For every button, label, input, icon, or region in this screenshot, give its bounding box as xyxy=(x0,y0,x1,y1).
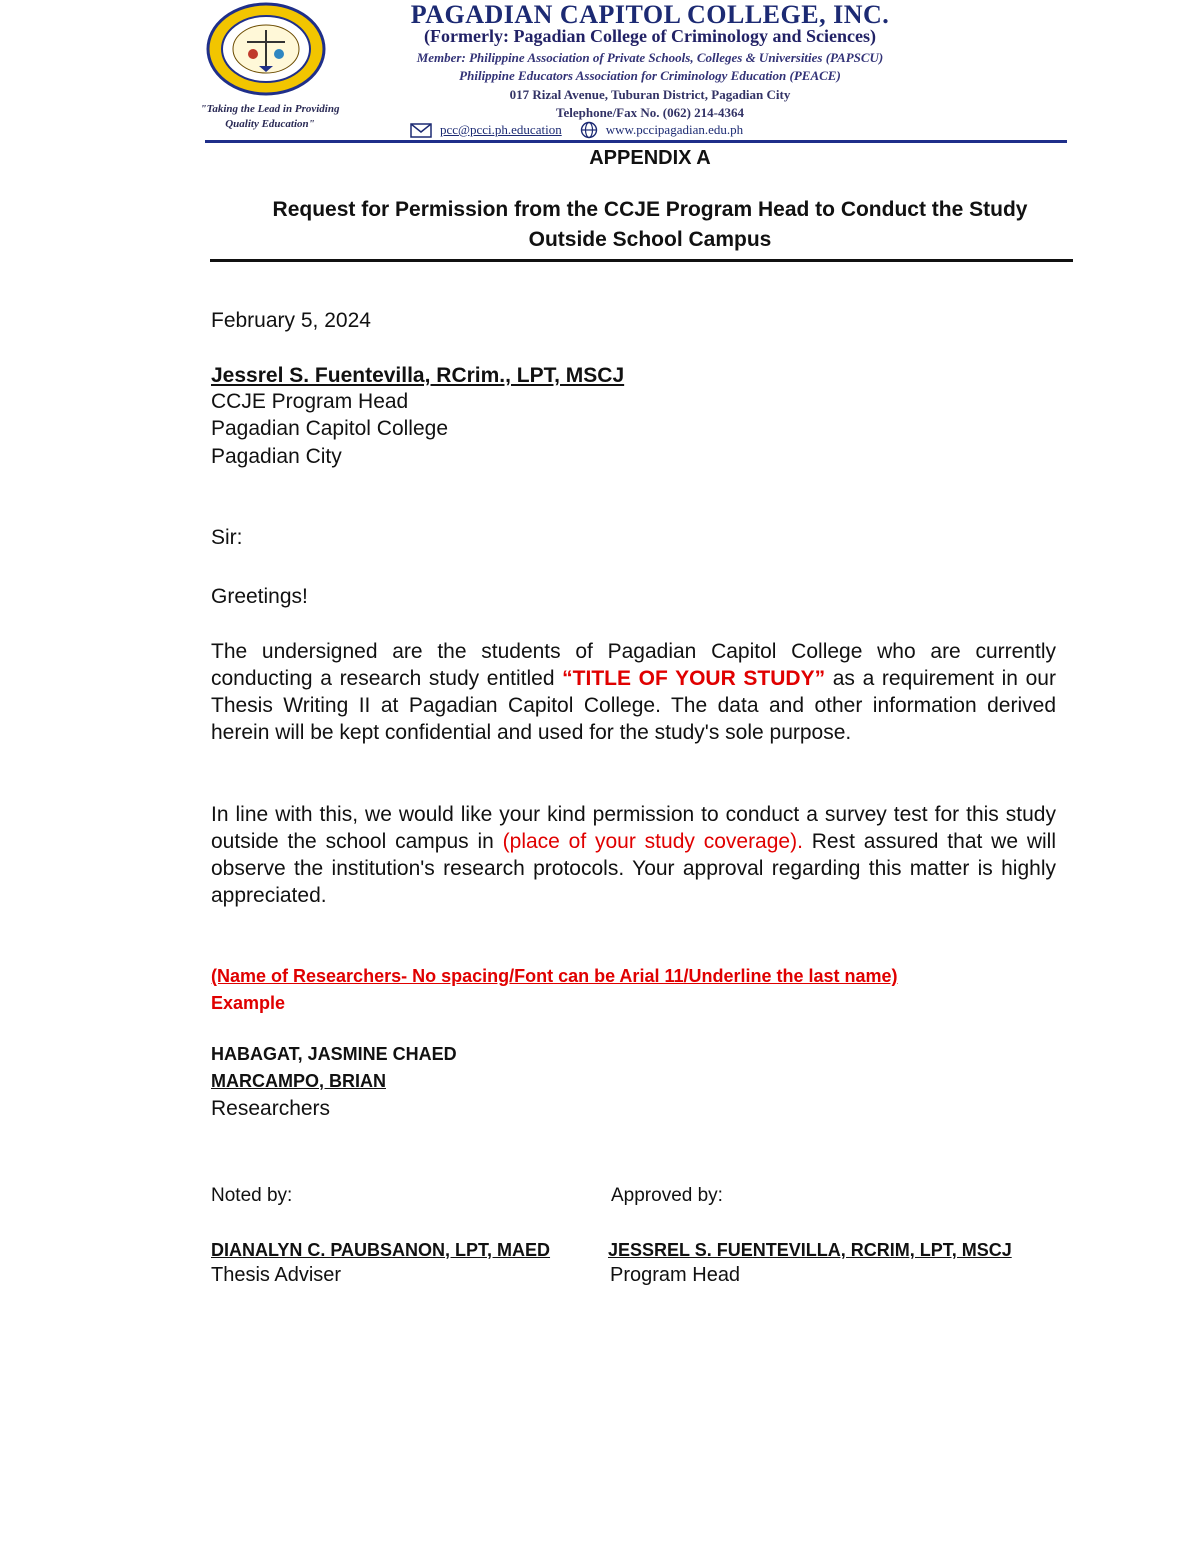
noted-by-label: Noted by: xyxy=(211,1185,293,1206)
approved-by-role: Program Head xyxy=(610,1264,741,1286)
letter-date: February 5, 2024 xyxy=(211,309,371,332)
envelope-icon xyxy=(410,123,432,138)
appendix-label: APPENDIX A xyxy=(589,147,711,169)
body-paragraph-1 xyxy=(211,638,1056,746)
researchers-instruction: (Name of Researchers- No spacing/Font can be Arial 11/Underline the last name) xyxy=(211,966,898,986)
approved-by-label: Approved by: xyxy=(611,1185,723,1206)
contact-line xyxy=(410,121,743,139)
paragraph-2-text-start: In line with this, we would like your kind permission to conduct a survey test for this study outside the school campus in xyxy=(211,803,1056,853)
paragraph-2-text-end: Rest assured that we will observe the institution's research protocols. Your approval regarding this matter is highly appreciated. xyxy=(211,830,1056,907)
document-title-line-1: Request for Permission from the CCJE Program Head to Conduct the Study xyxy=(272,198,1028,221)
paragraph-1-text-start: The undersigned are the students of Pagadian Capitol College who are currently conducting a research study entitled xyxy=(211,640,1056,690)
study-title-placeholder: “TITLE OF YOUR STUDY” xyxy=(562,667,826,690)
study-coverage-placeholder: (place of your study coverage). xyxy=(502,830,803,853)
address-line: 017 Rizal Avenue, Tuburan District, Pagadian City xyxy=(509,87,791,102)
motto-line-2: Quality Education" xyxy=(225,118,315,130)
researchers-label: Researchers xyxy=(211,1097,331,1120)
paragraph-1-text-end: as a requirement in our Thesis Writing II at Pagadian Capitol College. The data and other information derived herein will be kept confidential and used for the study's sole purpose. xyxy=(211,667,1056,744)
title-divider xyxy=(210,259,1073,262)
letterhead-divider xyxy=(205,140,1067,143)
body-paragraph-2 xyxy=(211,801,1056,909)
document-title-line-2: Outside School Campus xyxy=(528,228,772,251)
motto-line-1: "Taking the Lead in Providing xyxy=(200,103,340,115)
college-former-name: (Formerly: Pagadian College of Criminology and Sciences) xyxy=(424,26,876,46)
approved-by-name: JESSREL S. FUENTEVILLA, RCRIM, LPT, MSCJ xyxy=(608,1240,1012,1260)
college-motto xyxy=(190,102,350,132)
example-label: Example xyxy=(211,993,286,1013)
website-link[interactable]: www.pccipagadian.edu.ph xyxy=(605,122,744,137)
membership-line: Member: Philippine Association of Private Schools, Colleges & Universities (PAPSCU) xyxy=(416,50,884,65)
greeting: Greetings! xyxy=(211,585,308,608)
recipient-institution: Pagadian Capitol College xyxy=(211,417,448,440)
globe-icon xyxy=(580,121,598,139)
email-link[interactable]: pcc@pcci.ph.education xyxy=(440,122,562,137)
salutation: Sir: xyxy=(211,526,243,549)
noted-by-role: Thesis Adviser xyxy=(211,1264,342,1286)
recipient-position: CCJE Program Head xyxy=(211,390,409,413)
college-name: PAGADIAN CAPITOL COLLEGE, INC. xyxy=(410,0,890,29)
college-seal-icon xyxy=(205,2,327,96)
noted-by-name: DIANALYN C. PAUBSANON, LPT, MAED xyxy=(211,1240,551,1260)
researcher-name-2: MARCAMPO, BRIAN xyxy=(211,1071,386,1091)
researcher-name-1: HABAGAT, JASMINE CHAED xyxy=(211,1044,457,1064)
telephone-line: Telephone/Fax No. (062) 214-4364 xyxy=(555,105,745,120)
association-line: Philippine Educators Association for Criminology Education (PEACE) xyxy=(459,68,841,83)
recipient-name: Jessrel S. Fuentevilla, RCrim., LPT, MSCJ xyxy=(211,364,625,387)
recipient-city: Pagadian City xyxy=(211,445,342,468)
